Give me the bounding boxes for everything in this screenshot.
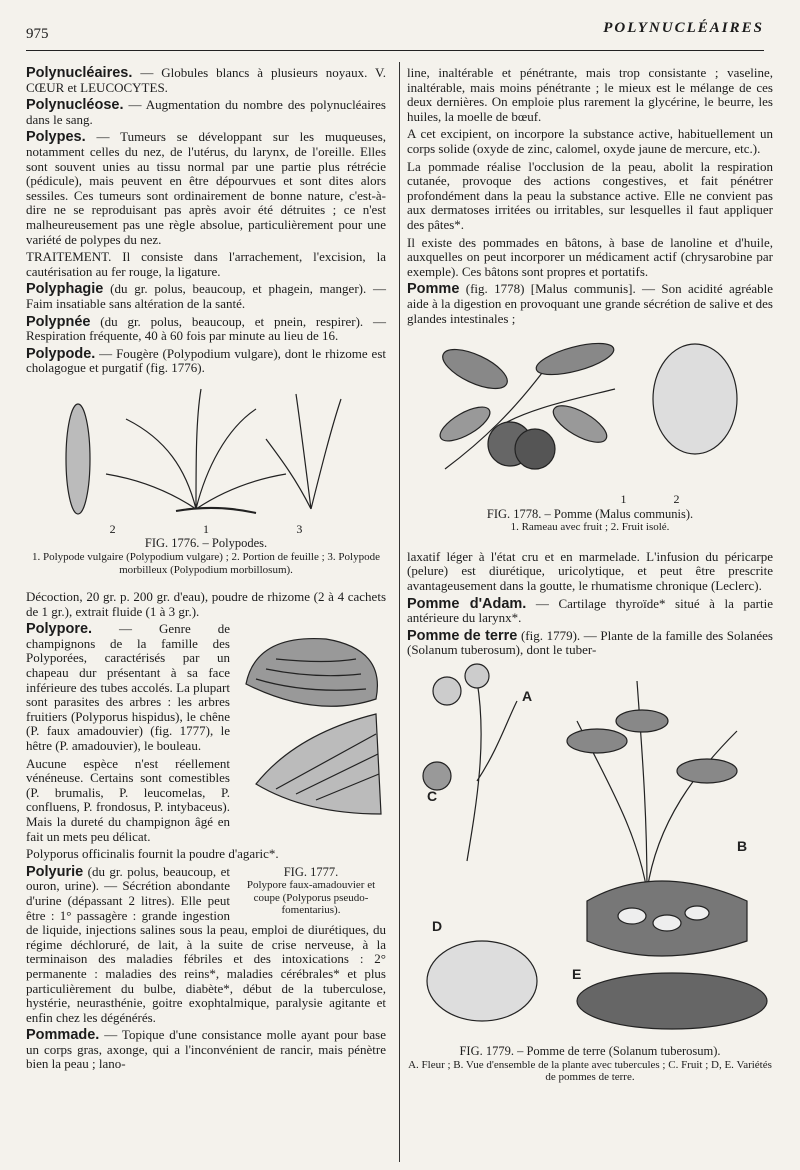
fig1779-label-b: B	[737, 837, 748, 854]
running-title: POLYNUCLÉAIRES	[603, 20, 764, 36]
entry-polynucleose: Polynucléose. — Augmentation du nombre des polynucléaires dans le sang.	[26, 97, 386, 127]
fig1777-title: FIG. 1777.	[283, 864, 339, 879]
entry-polynucleaires: Polynucléaires. — Globules blancs à plusieurs noyaux. V. CŒUR et LEUCOCYTES.	[26, 65, 386, 95]
entry-pomme: Pomme (fig. 1778) [Malus communis]. — Son acidité agréable aide à la digestion en provoquant une grande sécrétion de salive et des glandes intestinales ;	[407, 281, 773, 326]
fig1779-label-c: C	[427, 787, 438, 804]
entry-polyurie: Polyurie (du gr. polus, beaucoup, et ouron, urine). — Sécrétion abondante d'urine (dépassant 2 litres). Elle peut être : 1° passagère : grande ingestion de liquide, injections salines sous la peau, emploi de diurétiques, du régime déchloruré, de lait, à la suite de crise nerveuse, à la terminaison des maladies fébriles et des intoxications : 2° permanente : maladies des reins*, maladies cérébrales* et plus particulièrement du bulbe, diabète*, début de la tuberculose, hystérie, neurasthénie, goitre exophtalmique, paralysie agitante et enfin chez les dégénérés.	[26, 863, 386, 1025]
entry-polypes: Polypes. — Tumeurs se développant sur les muqueuses, notamment celles du nez, de l'utérus, du larynx, de l'oreille. Elles sont souvent unies au tissu normal par une partie plus rétrécie (pédicule), mais peuvent en être dépourvues et sont dites alors sessiles. Ces tumeurs sont ordinairement de bonne nature, c'est-à-dire ne se reproduisant pas après avoir été détruites ; ce n'est malheureusement pas une règle absolue, particulièrement pour une variété de polypes du nez.	[26, 129, 386, 247]
pommade-cont-2: A cet excipient, on incorpore la substance active, habituellement un corps solide (oxyde de zinc, calomel, oxyde jaune de mercure, etc.).	[407, 126, 773, 156]
entry-pomme-terre: Pomme de terre (fig. 1779). — Plante de la famille des Solanées (Solanum tuberosum), dont le tuber-	[407, 627, 773, 658]
fig1776-caption: 1. Polypode vulgaire (Polypodium vulgare) ; 2. Portion de feuille ; 3. Polypode morbilleux (Polypodium morbillosum).	[32, 551, 380, 576]
fig1778-labels: 1 2	[620, 492, 680, 507]
fern-illustration	[56, 379, 356, 519]
pommade-cont-1: line, inaltérable et pénétrante, mais trop consistante ; vaseline, inaltérable, mais moins pénétrante ; le mieux est le mélange de ces deux dernières. On emploie plus rarement la glycérine, le beurre, les huiles, la moelle de bœuf.	[407, 65, 773, 124]
entry-decoction: Décoction, 20 gr. p. 200 gr. d'eau), poudre de rhizome (2 à 4 cachets de 1 gr.), extrait fluide (1 à 3 gr.).	[26, 589, 386, 619]
fig1776-labels: 2 1 3	[109, 521, 303, 536]
entry-polypore: Polypore. — Genre de champignons de la famille des Polyporées, caractérisés par un chapeau dur présentant à sa face inférieure des tubes accolés. La plupart sont parasites des arbres : les arbres fruitiers (Polyporus hispidus), le chêne (P. faux amadouvier) (fig. 1777), le hêtre (P. amadouvier), le bouleau.	[26, 621, 230, 753]
fig1779-label-d: D	[432, 917, 443, 934]
fig1779-label-e: E	[572, 965, 582, 982]
pommade-cont-3: La pommade réalise l'occlusion de la peau, abolit la respiration cutanée, provoque des actions congestives, et fait pénétrer profondément dans la peau la substance active. Elle ne convient pas aux dermatoses irritées ou irritables, sur lesquelles il faut appliquer des pâtes*.	[407, 158, 773, 232]
apple-illustration	[425, 329, 755, 489]
page-number: 975	[26, 26, 49, 42]
entry-polypes-traitement: TRAITEMENT. Il consiste dans l'arrachement, l'excision, la cautérisation au fer rouge, la ligature.	[26, 249, 386, 279]
entry-polypore-2: Aucune espèce n'est réellement vénéneuse. Certains sont comestibles (P. brumalis, P. leucomelas, P. confluens, P. frondosus, P. intybaceus). Mais la dureté du champignon âgé en fait un mets peu délicat.	[26, 755, 230, 844]
entry-polypnee: Polypnée (du gr. polus, beaucoup, et pnein, respirer). — Respiration fréquente, 40 à 60 fois par minute au lieu de 16.	[26, 313, 386, 344]
fig1777-caption: Polypore faux-amadouvier et coupe (Polyporus pseudo-fomentarius).	[246, 879, 376, 917]
header-rule	[26, 50, 764, 51]
fig1776-title: FIG. 1776. – Polypodes.	[144, 536, 268, 551]
entry-polypore-3: Polyporus officinalis fournit la poudre d'agaric*.	[26, 846, 279, 862]
column-divider	[399, 62, 400, 1162]
entry-pommade: Pommade. — Topique d'une consistance molle ayant pour base un corps gras, axonge, qui a l'inconvénient de rancir, mais pénètre bien la peau ; lano-	[26, 1027, 386, 1072]
entry-polypode: Polypode. — Fougère (Polypodium vulgare), dont le rhizome est cholagogue et purgatif (fig. 1776).	[26, 345, 386, 376]
pomme-cont: laxatif léger à l'état cru et en marmelade. L'infusion du péricarpe (pelure) est diurétique, uricolytique, et peut être prescrite avantageusement dans la goutte, le rhumatisme chronique (Leclerc).	[407, 548, 773, 593]
entry-polyphagie: Polyphagie (du gr. polus, beaucoup, et phagein, manger). — Faim insatiable sans altération de la santé.	[26, 281, 386, 311]
entry-pomme-adam: Pomme d'Adam. — Cartilage thyroïde* situé à la partie antérieure du larynx*.	[407, 595, 774, 626]
fig1778-title: FIG. 1778. – Pomme (Malus communis).	[486, 506, 694, 521]
pommade-cont-4: Il existe des pommades en bâtons, à base de lanoline et d'huile, auxquelles on peut incorporer un médicament actif (chrysarobine par exemple). Ces bâtons sont propres et portatifs.	[407, 234, 773, 279]
left-column	[26, 66, 386, 1075]
fig1779-label-a: A	[522, 687, 533, 704]
polypore-illustration	[236, 624, 386, 824]
fig1777-caption-block	[236, 865, 386, 917]
fig1779-title: FIG. 1779. – Pomme de terre (Solanum tuberosum).	[459, 1043, 721, 1058]
fig1778-caption: 1. Rameau avec fruit ; 2. Fruit isolé.	[510, 521, 670, 534]
right-column	[407, 66, 773, 1084]
fig1779-caption: A. Fleur ; B. Vue d'ensemble de la plante avec tubercules ; C. Fruit ; D, E. Variétés de pommes de terre.	[408, 1058, 772, 1084]
potato-illustration	[407, 661, 773, 1041]
